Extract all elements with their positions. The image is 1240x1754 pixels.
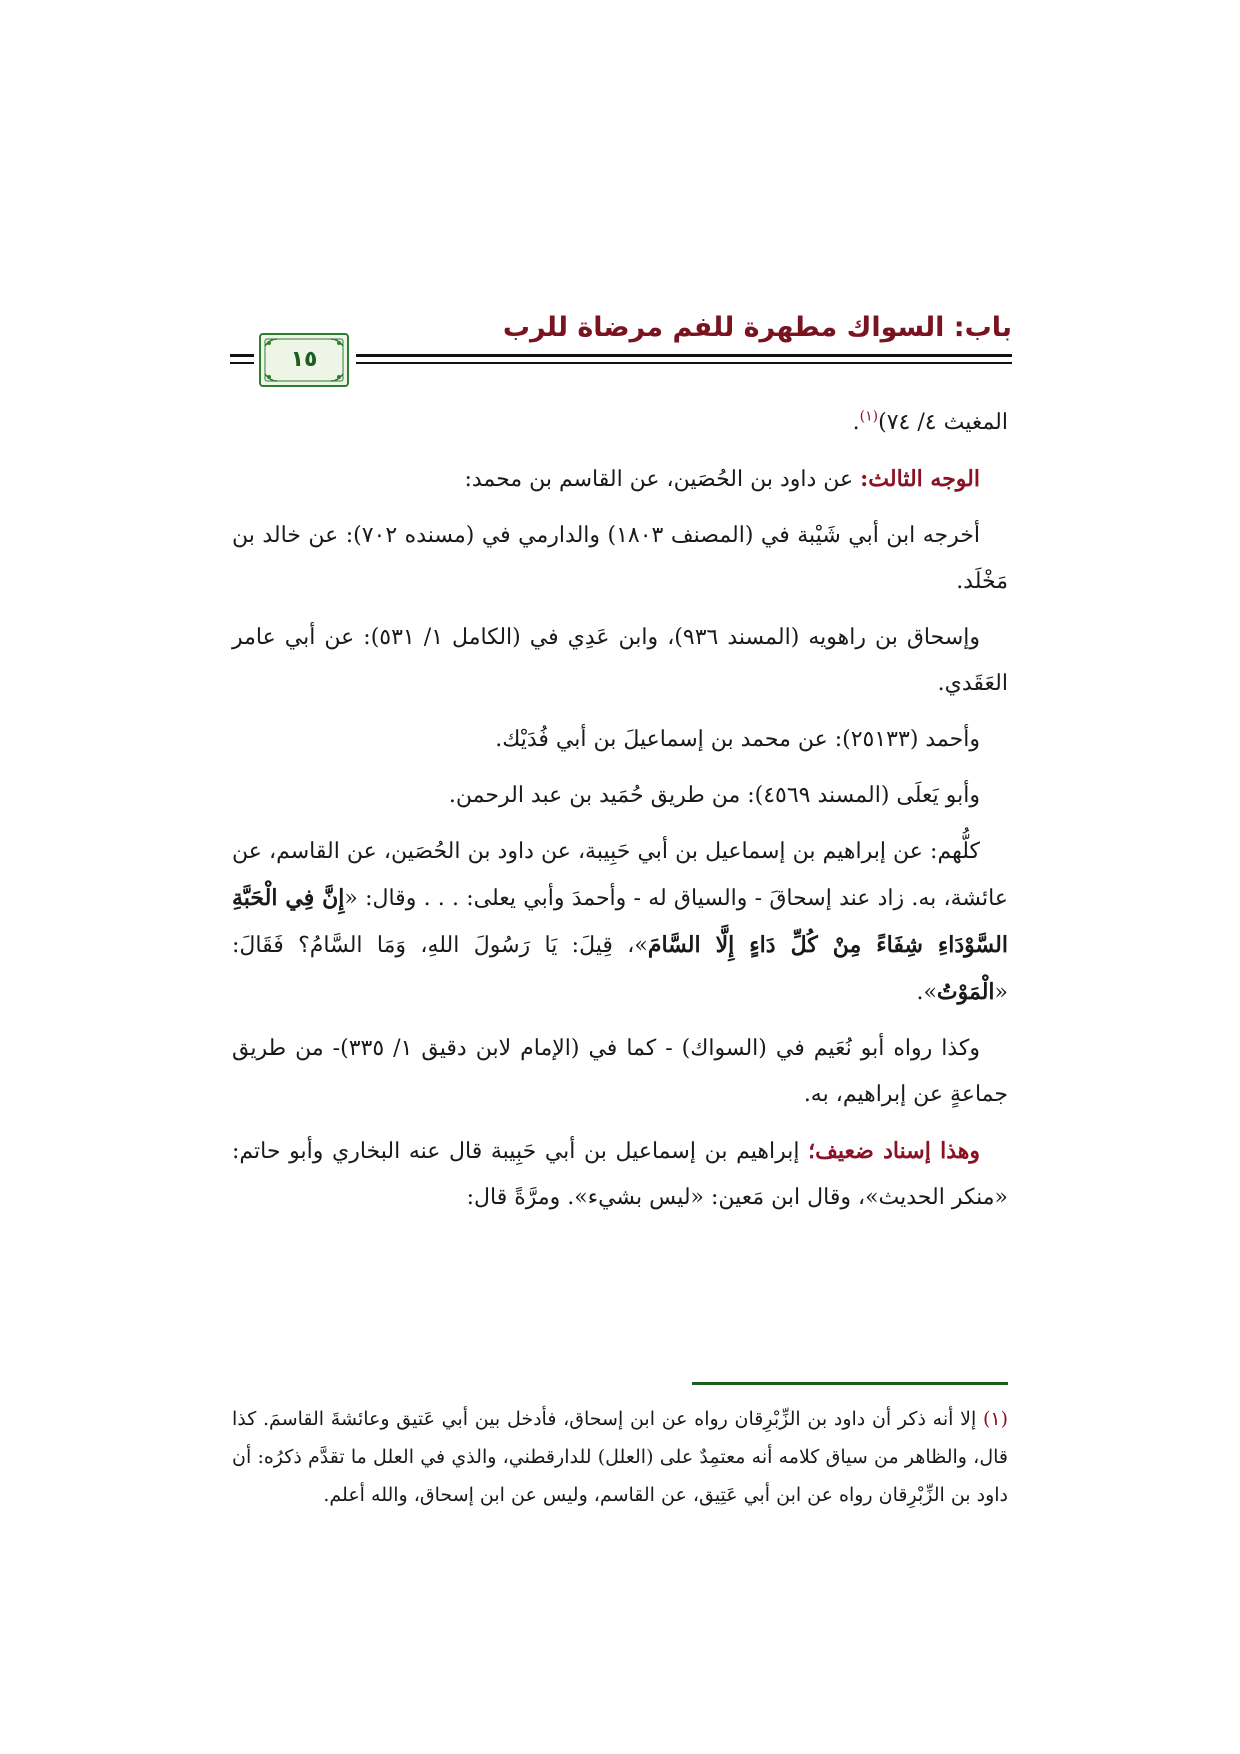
footnote-divider: [692, 1382, 1008, 1385]
header-rule-bottom: [356, 362, 1012, 364]
paragraph-7: وكذا رواه أبو نُعَيم في (السواك) - كما في (الإمام لابن دقيق ١/ ٣٣٥)- من طريق جماعةٍ عن إبراهيم، به.: [232, 1036, 1008, 1107]
verdict-label: وهذا إسناد ضعيف؛: [808, 1138, 980, 1164]
footnote-1: [232, 1400, 1008, 1514]
hadith-text: إِنَّ فِي الْحَبَّةِ السَّوْدَاءِ شِفَاءً مِنْ كُلِّ دَاءٍ إِلَّا السَّامَ: [232, 885, 1008, 958]
paragraph-5: وأبو يَعلَى (المسند ٤٥٦٩): من طريق حُمَيد بن عبد الرحمن.: [448, 783, 980, 808]
paragraph-2: أخرجه ابن أبي شَيْبة في (المصنف ١٨٠٣) والدارمي في (مسنده ٧٠٢): عن خالد بن مَخْلَد.: [232, 523, 1008, 594]
hadith-answer: الْمَوْتُ: [936, 979, 995, 1005]
footnote-marker: (١): [982, 1408, 1008, 1430]
paragraph-6: كلُّهم: عن إبراهيم بن إسماعيل بن أبي حَبِيبة، عن داود بن الحُصَين، عن القاسم، عن عائشة، به. زاد عند إسحاقَ - والسياق له - وأحمدَ وأبي يعلى: . . . وقال: «إِنَّ فِي الْحَبَّةِ السَّوْدَاءِ شِفَاءً مِنْ كُلِّ دَاءٍ إِلَّا السَّامَ»، قِيلَ: يَا رَسُولَ اللهِ، وَمَا السَّامُ؟ فَقَالَ: «الْمَوْتُ».: [232, 839, 1009, 1005]
footnotes: [232, 1400, 1008, 1514]
header-rule-top: [356, 354, 1012, 357]
paragraph-8: وهذا إسناد ضعيف؛ إبراهيم بن إسماعيل بن أبي حَبِيبة قال عنه البخاري وأبو حاتم: «منكر الحديث»، وقال ابن مَعين: «ليس بشيء». ومرَّةً قال:: [232, 1138, 1008, 1210]
paragraph-1: الوجه الثالث: عن داود بن الحُصَين، عن القاسم بن محمد:: [464, 466, 980, 492]
paragraph-3: وإسحاق بن راهويه (المسند ٩٣٦)، وابن عَدِي في (الكامل ١/ ٥٣١): عن أبي عامر العَقَدي.: [232, 625, 1008, 696]
page-number: ١٥: [290, 347, 318, 372]
section-label: الوجه الثالث:: [860, 466, 980, 492]
main-text: [232, 400, 1008, 1231]
paragraph-4: وأحمد (٢٥١٣٣): عن محمد بن إسماعيلَ بن أبي فُدَيْك.: [495, 727, 980, 752]
footnote-ref[interactable]: (١): [859, 408, 879, 425]
paragraph-0: المغيث ٤/ ٧٤)$^{(١)}$.: [852, 408, 1008, 435]
header-rule-left-bottom: [230, 362, 254, 364]
page-header: [230, 312, 1012, 382]
page-number-badge: [258, 332, 350, 388]
header-rule-left-top: [230, 354, 254, 357]
footnote-text: إلا أنه ذكر أن داود بن الزِّبْرِقان رواه عن ابن إسحاق، فأدخل بين أبي عَتيق وعائشةَ القاسمَ. كذا قال، والظاهر من سياق كلامه أنه معتمِدٌ على (العلل) للدارقطني، والذي في العلل ما تقدَّم ذكرُه: أن داود بن الزِّبْرِقان رواه عن ابن أبي عَتِيق، عن القاسم، وليس عن ابن إسحاق، والله أعلم.: [232, 1408, 1008, 1506]
chapter-title: باب: السواك مطهرة للفم مرضاة للرب: [502, 312, 1012, 343]
